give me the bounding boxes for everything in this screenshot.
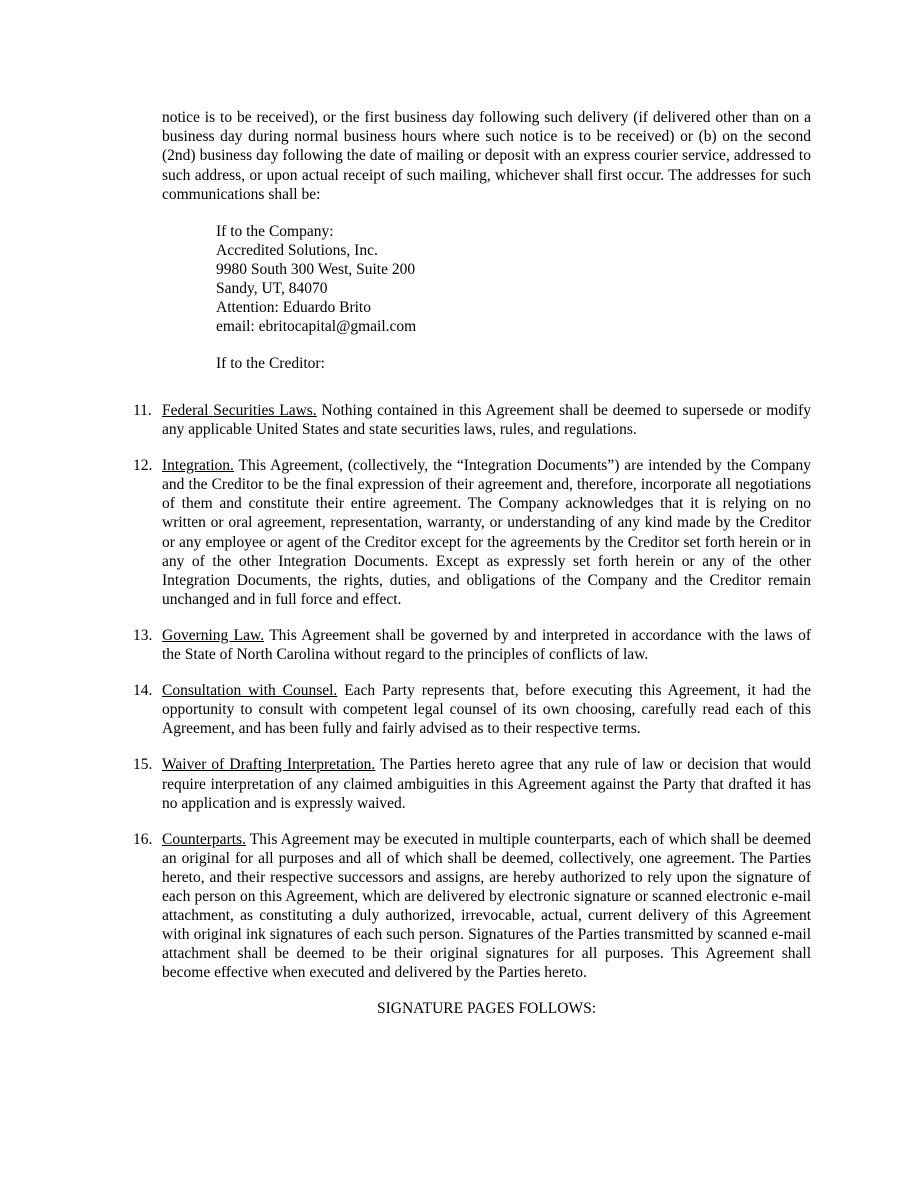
creditor-address-label: If to the Creditor: [216, 355, 325, 373]
section-13 [133, 626, 811, 664]
section-heading: Waiver of Drafting Interpretation. [162, 756, 376, 774]
section-number: 11. [133, 402, 152, 420]
section-number: 16. [133, 830, 153, 848]
document-content [133, 108, 811, 1018]
section-15 [133, 755, 811, 812]
company-email: email: ebritocapital@gmail.com [216, 318, 417, 336]
company-name: Accredited Solutions, Inc. [216, 242, 378, 260]
section-body: The Parties hereto agree that any rule of law or decision that would require interpretation of any claimed ambiguities in this Agreement against the Party that drafted it has no application and is expressly waived. [162, 756, 811, 812]
company-address-label: If to the Company: [216, 223, 334, 241]
section-body: This Agreement, (collectively, the “Integration Documents”) are intended by the Company and the Creditor to be the final expression of their agreement and, therefore, incorporate all negotiations of them and constitute their entire agreement. The Company acknowledges that it is relying on no written or oral agreement, representation, warranty, or understanding of any kind made by the Creditor or any employee or agent of the Creditor except for the agreements by the Creditor set forth herein or in any of the other Integration Documents. Except as expressly set forth herein or any of the other Integration Documents, the rights, duties, and obligations of the Company and the Creditor remain unchanged and in full force and effect. [162, 457, 811, 608]
section-number: 15. [133, 756, 153, 774]
section-heading: Integration. [162, 457, 234, 475]
company-street: 9980 South 300 West, Suite 200 [216, 261, 416, 279]
section-heading: Federal Securities Laws. [162, 402, 317, 420]
company-address-block [216, 222, 811, 336]
intro-paragraph: notice is to be received), or the first business day following such delivery (if delivered other than on a business day during normal business hours where such notice is to be received) or (b) on the second (2nd) business day following the date of mailing or deposit with an express courier service, addressed to such address, or upon actual receipt of such mailing, whichever shall first occur. The addresses for such communications shall be: [162, 109, 811, 203]
signature-pages-note: SIGNATURE PAGES FOLLOWS: [376, 1000, 597, 1018]
section-heading: Consultation with Counsel. [162, 682, 338, 700]
company-attention: Attention: Eduardo Brito [216, 299, 371, 317]
section-body: This Agreement may be executed in multiple counterparts, each of which shall be deemed an original for all purposes and all of which shall be deemed, collectively, one agreement. The Parties hereto, and their respective successors and assigns, are hereby authorized to rely upon the signature of each person on this Agreement, which are delivered by electronic signature or scanned electronic e-mail attachment, as constituting a duly authorized, irrevocable, actual, current delivery of this Agreement with original ink signatures of each such person. Signatures of the Parties transmitted by scanned e-mail attachment shall be deemed to be their original signatures for all purposes. This Agreement shall become effective when executed and delivered by the Parties hereto. [162, 830, 811, 982]
section-number: 14. [133, 682, 153, 700]
numbered-sections [133, 401, 811, 982]
section-14 [133, 681, 811, 738]
section-number: 13. [133, 626, 153, 644]
section-body: Each Party represents that, before executing this Agreement, it had the opportunity to consult with competent legal counsel of its own choosing, carefully read each of this Agreement, and has been fully and fairly advised as to their respective terms. [162, 682, 811, 738]
section-12 [133, 456, 811, 609]
section-11 [133, 401, 811, 439]
section-body: Nothing contained in this Agreement shall be deemed to supersede or modify any applicable United States and state securities laws, rules, and regulations. [162, 402, 811, 439]
section-16 [133, 830, 811, 983]
section-body: This Agreement shall be governed by and interpreted in accordance with the laws of the State of North Carolina without regard to the principles of conflicts of law. [162, 626, 811, 664]
company-city: Sandy, UT, 84070 [216, 280, 328, 298]
section-heading: Governing Law. [162, 626, 265, 644]
section-number: 12. [133, 457, 153, 475]
section-heading: Counterparts. [162, 830, 246, 848]
